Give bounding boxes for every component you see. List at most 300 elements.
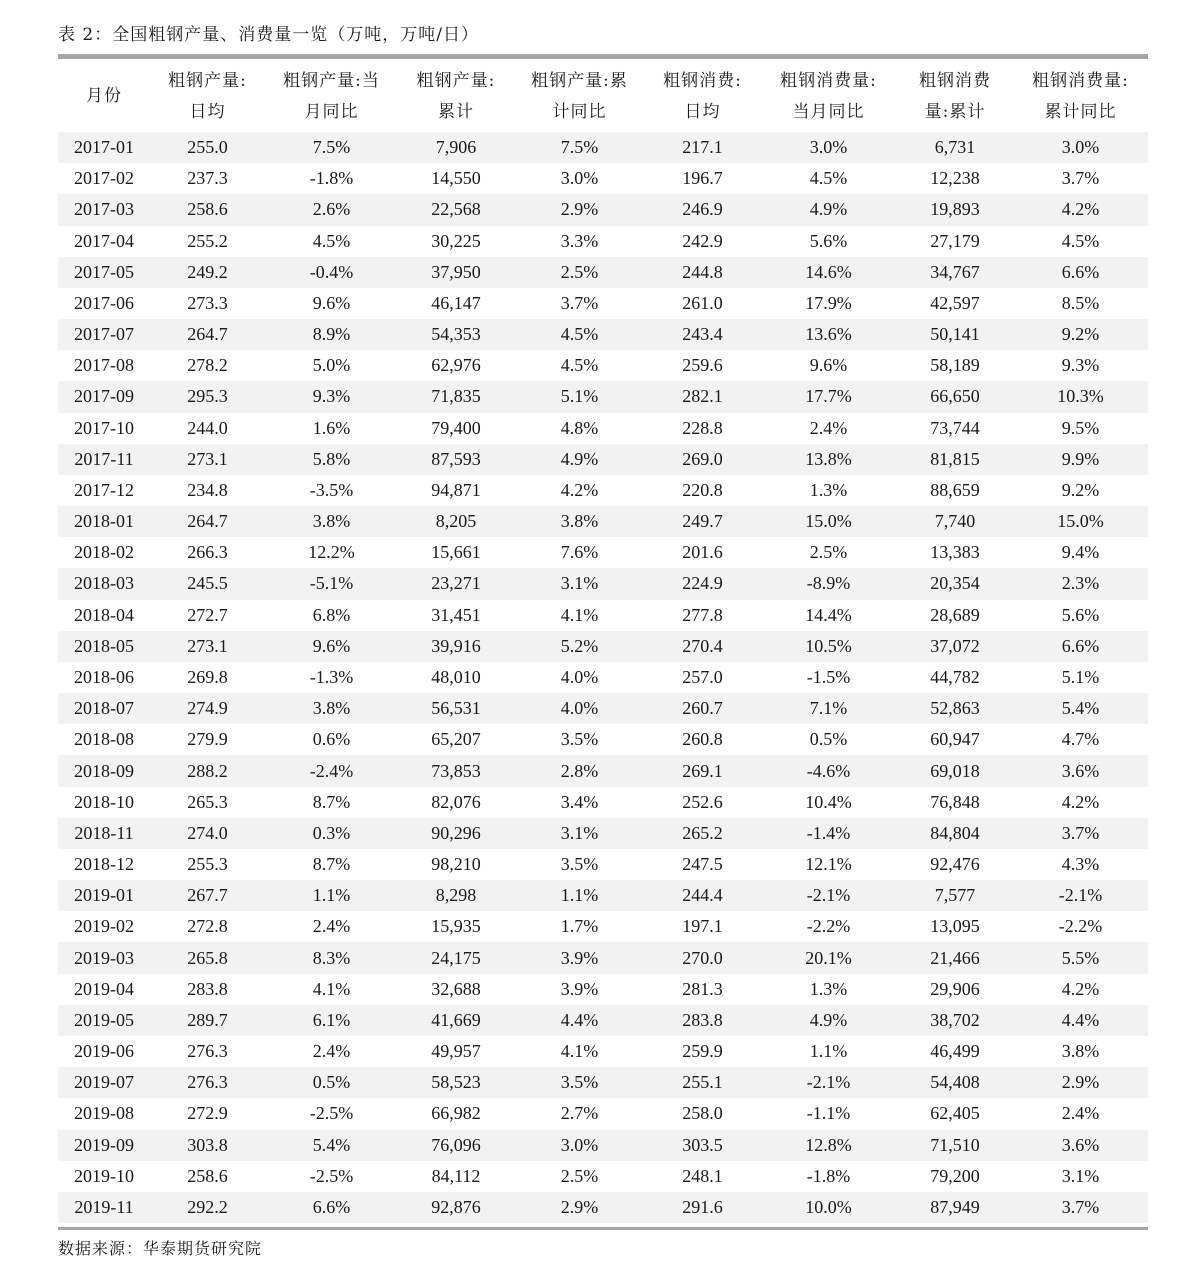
value-cell: 4.8% [560, 417, 599, 438]
value-cell: 3.7% [1013, 818, 1148, 849]
value-cell: 3.7% [1013, 1192, 1148, 1223]
table-row [58, 849, 1148, 880]
value-cell: 76,096 [398, 1130, 514, 1161]
value-cell: 4.2% [1061, 791, 1100, 812]
column-header-line: 累计同比 [1044, 101, 1117, 122]
value-cell: 39,916 [398, 631, 514, 662]
table-row [58, 880, 1148, 911]
value-cell: 17.9% [805, 292, 852, 313]
month-cell: 2017-05 [58, 257, 150, 288]
value-cell: 274.9 [150, 693, 265, 724]
value-cell: 2.6% [265, 194, 398, 225]
value-cell: 10.5% [760, 631, 897, 662]
value-cell: 2.9% [1013, 1067, 1148, 1098]
value-cell: 29,906 [930, 978, 980, 999]
value-cell: -1.8% [806, 1165, 851, 1186]
value-cell: 15.0% [1013, 506, 1148, 537]
column-header-line: 日均 [189, 101, 226, 122]
value-cell: 265.8 [150, 942, 265, 973]
table-row [58, 693, 1148, 724]
value-cell: 5.0% [312, 355, 351, 376]
month-cell: 2018-09 [58, 755, 150, 786]
value-cell: 82,076 [431, 791, 481, 812]
value-cell: 6,731 [897, 132, 1013, 163]
value-cell: 265.2 [645, 818, 760, 849]
column-header [398, 61, 514, 132]
value-cell: 247.5 [682, 854, 723, 875]
value-cell: 60,947 [930, 729, 980, 750]
value-cell: 4.4% [514, 1005, 645, 1036]
value-cell: 9.2% [1061, 479, 1100, 500]
value-cell: 5.6% [809, 230, 848, 251]
value-cell: 255.2 [187, 230, 228, 251]
value-cell: 8.7% [312, 854, 351, 875]
month-cell: 2017-08 [74, 355, 134, 376]
value-cell: 7,906 [398, 132, 514, 163]
value-cell: 13.8% [760, 444, 897, 475]
value-cell: 3.1% [514, 568, 645, 599]
value-cell: -3.5% [309, 479, 354, 500]
value-cell: 9.6% [809, 355, 848, 376]
value-cell: 4.2% [1061, 978, 1100, 999]
value-cell: 1.7% [560, 916, 599, 937]
value-cell: 90,296 [398, 818, 514, 849]
value-cell: 92,476 [930, 854, 980, 875]
value-cell: -1.5% [806, 667, 851, 687]
value-cell: 217.1 [645, 132, 760, 163]
column-header-line: 月同比 [304, 101, 359, 122]
value-cell: 1.1% [265, 880, 398, 911]
value-cell: 249.2 [150, 257, 265, 288]
value-cell: 270.0 [645, 942, 760, 973]
value-cell: 8.3% [265, 942, 398, 973]
value-cell: 24,175 [398, 942, 514, 973]
value-cell: 4.1% [560, 1041, 599, 1062]
value-cell: 246.9 [645, 194, 760, 225]
column-header-line: 当月同比 [792, 101, 865, 122]
month-cell: 2017-01 [58, 132, 150, 163]
value-cell: 261.0 [682, 292, 723, 313]
value-cell: 265.3 [187, 791, 228, 812]
column-header-line: 累计 [438, 101, 474, 122]
value-cell: 66,982 [431, 1103, 481, 1124]
value-cell: 30,225 [431, 230, 481, 251]
month-cell: 2019-01 [58, 880, 150, 911]
value-cell: 3.6% [1013, 755, 1148, 786]
value-cell: 272.8 [187, 916, 228, 937]
value-cell: 5.1% [514, 381, 645, 412]
value-cell: 3.0% [514, 1130, 645, 1161]
column-header-line: 粗钢消费量: [1032, 70, 1129, 91]
value-cell: 255.3 [187, 854, 228, 875]
value-cell: 20,354 [897, 568, 1013, 599]
value-cell: 249.7 [645, 506, 760, 537]
value-cell: 1.1% [514, 880, 645, 911]
value-cell: 224.9 [645, 568, 760, 599]
value-cell: 289.7 [150, 1005, 265, 1036]
value-cell: -2.2% [806, 916, 851, 937]
value-cell: 4.0% [514, 693, 645, 724]
value-cell: 98,210 [431, 854, 481, 875]
value-cell: 3.0% [760, 132, 897, 163]
value-cell: 273.3 [187, 292, 228, 313]
value-cell: 3.9% [560, 978, 599, 999]
value-cell: 4.0% [560, 667, 599, 687]
value-cell: 37,950 [398, 257, 514, 288]
value-cell: 4.9% [760, 1005, 897, 1036]
value-cell: 8,205 [398, 506, 514, 537]
data-source-note: 数据来源：华泰期货研究院 [58, 1239, 263, 1258]
value-cell: -1.4% [760, 818, 897, 849]
month-cell: 2017-06 [74, 292, 134, 313]
value-cell: 7,740 [897, 506, 1013, 537]
value-cell: 92,876 [398, 1192, 514, 1223]
column-header [265, 61, 398, 132]
value-cell: 220.8 [682, 479, 723, 500]
value-cell: 50,141 [897, 319, 1013, 350]
month-cell: 2018-08 [74, 729, 134, 750]
column-header [645, 61, 760, 132]
value-cell: 4.3% [1061, 854, 1100, 875]
month-cell: 2018-03 [58, 568, 150, 599]
table-row [58, 600, 1148, 631]
value-cell: 264.7 [150, 319, 265, 350]
value-cell: 242.9 [682, 230, 723, 251]
value-cell: 62,976 [431, 355, 481, 376]
month-cell: 2017-03 [58, 194, 150, 225]
value-cell: 2.7% [560, 1103, 599, 1124]
table-row [58, 1192, 1148, 1223]
table-row [58, 413, 1148, 444]
value-cell: -0.4% [265, 257, 398, 288]
value-cell: 228.8 [682, 417, 723, 438]
value-cell: 62,405 [930, 1103, 980, 1124]
value-cell: 13,383 [930, 542, 980, 563]
value-cell: 73,853 [398, 755, 514, 786]
value-cell: 269.0 [645, 444, 760, 475]
month-cell: 2017-10 [74, 417, 134, 438]
value-cell: 7,577 [897, 880, 1013, 911]
value-cell: 201.6 [682, 542, 723, 563]
value-cell: 281.3 [682, 978, 723, 999]
value-cell: 15,661 [431, 542, 481, 563]
value-cell: 272.9 [187, 1103, 228, 1124]
value-cell: 7.6% [560, 542, 599, 563]
value-cell: 87,949 [897, 1192, 1013, 1223]
value-cell: 54,408 [897, 1067, 1013, 1098]
value-cell: 7.1% [760, 693, 897, 724]
value-cell: 9.6% [312, 292, 351, 313]
value-cell: -4.6% [760, 755, 897, 786]
value-cell: 3.5% [514, 1067, 645, 1098]
value-cell: 288.2 [150, 755, 265, 786]
value-cell: 243.4 [645, 319, 760, 350]
value-cell: 23,271 [398, 568, 514, 599]
value-cell: 8.9% [265, 319, 398, 350]
value-cell: 283.8 [187, 978, 228, 999]
column-header-line: 粗钢产量: [416, 70, 496, 91]
value-cell: -2.5% [309, 1103, 354, 1124]
table-row [58, 226, 1148, 257]
table-row [58, 194, 1148, 225]
value-cell: 267.7 [150, 880, 265, 911]
value-cell: 9.9% [1013, 444, 1148, 475]
value-cell: 10.3% [1013, 381, 1148, 412]
value-cell: 257.0 [682, 667, 723, 687]
table-row [58, 475, 1148, 506]
value-cell: 2.4% [809, 417, 848, 438]
table-row [58, 319, 1148, 350]
value-cell: 46,499 [930, 1041, 980, 1062]
column-header-line: 日均 [684, 101, 721, 122]
value-cell: 4.7% [1061, 729, 1100, 750]
table-row [58, 132, 1148, 163]
column-header-line: 粗钢消费 [919, 70, 991, 91]
month-cell: 2017-04 [74, 230, 134, 251]
value-cell: 3.1% [514, 818, 645, 849]
value-cell: 277.8 [682, 604, 723, 625]
value-cell: 2.5% [514, 257, 645, 288]
value-cell: 269.8 [187, 667, 228, 687]
table-row [58, 1161, 1148, 1192]
value-cell: 2.5% [560, 1165, 599, 1186]
value-cell: 244.4 [645, 880, 760, 911]
value-cell: 4.2% [560, 479, 599, 500]
month-cell: 2018-04 [74, 604, 134, 625]
table-row [58, 662, 1148, 693]
table-row [58, 568, 1148, 599]
month-cell: 2017-02 [74, 168, 134, 189]
month-cell: 2017-11 [58, 444, 150, 475]
value-cell: 84,804 [897, 818, 1013, 849]
value-cell: 56,531 [398, 693, 514, 724]
value-cell: 79,400 [431, 417, 481, 438]
value-cell: 196.7 [682, 168, 723, 189]
value-cell: 0.5% [809, 729, 848, 750]
value-cell: 4.9% [760, 194, 897, 225]
value-cell: 8.7% [312, 791, 351, 812]
table-row [58, 974, 1148, 1005]
value-cell: 5.2% [514, 631, 645, 662]
value-cell: 1.6% [312, 417, 351, 438]
value-cell: 6.6% [1013, 631, 1148, 662]
month-cell: 2018-10 [74, 791, 134, 812]
table-row [58, 163, 1148, 194]
value-cell: 4.5% [514, 319, 645, 350]
month-cell: 2017-12 [74, 479, 134, 500]
month-cell: 2018-07 [58, 693, 150, 724]
value-cell: 58,189 [930, 355, 980, 376]
header-row [58, 61, 1148, 132]
table-bottom-rule [58, 1227, 1148, 1230]
table-row [58, 942, 1148, 973]
value-cell: 237.3 [187, 168, 228, 189]
value-cell: 4.5% [809, 168, 848, 189]
value-cell: 81,815 [897, 444, 1013, 475]
value-cell: 4.5% [1061, 230, 1100, 251]
value-cell: 9.3% [265, 381, 398, 412]
value-cell: 54,353 [398, 319, 514, 350]
table-row [58, 631, 1148, 662]
value-cell: -2.5% [309, 1165, 354, 1186]
table-row [58, 1067, 1148, 1098]
value-cell: 44,782 [930, 667, 980, 687]
value-cell: 10.4% [805, 791, 852, 812]
value-cell: 5.5% [1013, 942, 1148, 973]
table-row [58, 724, 1148, 755]
value-cell: 76,848 [930, 791, 980, 812]
table-row [58, 288, 1148, 319]
value-cell: 12.2% [308, 542, 355, 563]
value-cell: 15.0% [760, 506, 897, 537]
value-cell: 264.7 [150, 506, 265, 537]
value-cell: 274.0 [150, 818, 265, 849]
month-cell: 2018-05 [58, 631, 150, 662]
value-cell: 2.4% [1061, 1103, 1100, 1124]
value-cell: 28,689 [930, 604, 980, 625]
value-cell: 3.1% [1061, 1165, 1100, 1186]
column-header [897, 61, 1013, 132]
value-cell: 7.5% [265, 132, 398, 163]
value-cell: 279.9 [187, 729, 228, 750]
value-cell: 295.3 [150, 381, 265, 412]
value-cell: 12,238 [930, 168, 980, 189]
value-cell: 8,298 [398, 880, 514, 911]
value-cell: 248.1 [682, 1165, 723, 1186]
table-row [58, 381, 1148, 412]
table-caption: 表 2：全国粗钢产量、消费量一览（万吨，万吨/日） [58, 25, 479, 45]
table-top-rule [58, 54, 1148, 59]
value-cell: -2.4% [265, 755, 398, 786]
value-cell: 8.5% [1061, 292, 1100, 313]
value-cell: 9.3% [1061, 355, 1100, 376]
value-cell: 2.8% [514, 755, 645, 786]
value-cell: 9.5% [1061, 417, 1100, 438]
value-cell: 31,451 [431, 604, 481, 625]
column-header-line: 粗钢产量:累 [531, 70, 628, 91]
value-cell: -1.1% [806, 1103, 851, 1124]
value-cell: 17.7% [760, 381, 897, 412]
month-cell: 2019-11 [58, 1192, 150, 1223]
value-cell: 38,702 [897, 1005, 1013, 1036]
value-cell: 2.3% [1013, 568, 1148, 599]
column-header [58, 61, 150, 132]
value-cell: 269.1 [645, 755, 760, 786]
month-cell: 2019-05 [58, 1005, 150, 1036]
value-cell: 69,018 [897, 755, 1013, 786]
table-row [58, 1036, 1148, 1067]
table-row [58, 506, 1148, 537]
month-cell: 2017-07 [58, 319, 150, 350]
value-cell: 6.8% [312, 604, 351, 625]
value-cell: 234.8 [187, 479, 228, 500]
month-cell: 2018-02 [74, 542, 134, 563]
value-cell: 5.4% [1013, 693, 1148, 724]
value-cell: 5.4% [265, 1130, 398, 1161]
value-cell: 46,147 [431, 292, 481, 313]
value-cell: 14.4% [805, 604, 852, 625]
value-cell: 66,650 [897, 381, 1013, 412]
table-body [58, 132, 1148, 1223]
value-cell: 10.0% [760, 1192, 897, 1223]
value-cell: 259.9 [682, 1041, 723, 1062]
value-cell: 4.1% [560, 604, 599, 625]
value-cell: 3.5% [560, 729, 599, 750]
month-cell: 2017-09 [58, 381, 150, 412]
value-cell: 303.8 [150, 1130, 265, 1161]
value-cell: 5.1% [1061, 667, 1100, 687]
value-cell: 9.2% [1013, 319, 1148, 350]
value-cell: 0.5% [265, 1067, 398, 1098]
value-cell: 3.0% [560, 168, 599, 189]
value-cell: 20.1% [760, 942, 897, 973]
value-cell: 88,659 [930, 479, 980, 500]
value-cell: 22,568 [398, 194, 514, 225]
value-cell: 244.8 [645, 257, 760, 288]
month-cell: 2019-08 [74, 1103, 134, 1124]
value-cell: 273.1 [150, 444, 265, 475]
value-cell: 3.7% [1061, 168, 1100, 189]
value-cell: 6.1% [265, 1005, 398, 1036]
value-cell: 34,767 [897, 257, 1013, 288]
column-header-line: 粗钢消费量: [780, 70, 877, 91]
column-header [150, 61, 265, 132]
value-cell: 14.6% [760, 257, 897, 288]
column-header-line: 粗钢消费: [663, 70, 742, 91]
value-cell: 58,523 [398, 1067, 514, 1098]
value-cell: 259.6 [682, 355, 723, 376]
value-cell: 21,466 [897, 942, 1013, 973]
value-cell: 278.2 [187, 355, 228, 376]
value-cell: 266.3 [187, 542, 228, 563]
value-cell: -1.8% [309, 168, 354, 189]
table-row [58, 350, 1148, 381]
month-cell: 2018-12 [74, 854, 134, 875]
value-cell: 12.1% [805, 854, 852, 875]
column-header [760, 61, 897, 132]
value-cell: 41,669 [398, 1005, 514, 1036]
month-cell: 2019-04 [74, 978, 134, 999]
value-cell: -2.1% [1013, 880, 1148, 911]
value-cell: -8.9% [760, 568, 897, 599]
table-row [58, 755, 1148, 786]
value-cell: 71,835 [398, 381, 514, 412]
column-header [514, 61, 645, 132]
value-cell: 245.5 [150, 568, 265, 599]
value-cell: 94,871 [431, 479, 481, 500]
value-cell: 276.3 [187, 1041, 228, 1062]
value-cell: 258.6 [150, 194, 265, 225]
value-cell: 52,863 [897, 693, 1013, 724]
value-cell: 3.4% [560, 791, 599, 812]
value-cell: 27,179 [930, 230, 980, 251]
month-cell: 2018-11 [58, 818, 150, 849]
value-cell: -5.1% [265, 568, 398, 599]
value-cell: 252.6 [682, 791, 723, 812]
value-cell: 12.8% [760, 1130, 897, 1161]
value-cell: 4.5% [312, 230, 351, 251]
value-cell: 276.3 [150, 1067, 265, 1098]
month-cell: 2019-10 [74, 1165, 134, 1186]
value-cell: 3.8% [265, 506, 398, 537]
value-cell: 49,957 [431, 1041, 481, 1062]
value-cell: 260.7 [645, 693, 760, 724]
value-cell: 1.3% [809, 978, 848, 999]
value-cell: -2.2% [1058, 916, 1103, 937]
value-cell: 6.6% [1013, 257, 1148, 288]
value-cell: 15,935 [431, 916, 481, 937]
table-row [58, 537, 1148, 568]
